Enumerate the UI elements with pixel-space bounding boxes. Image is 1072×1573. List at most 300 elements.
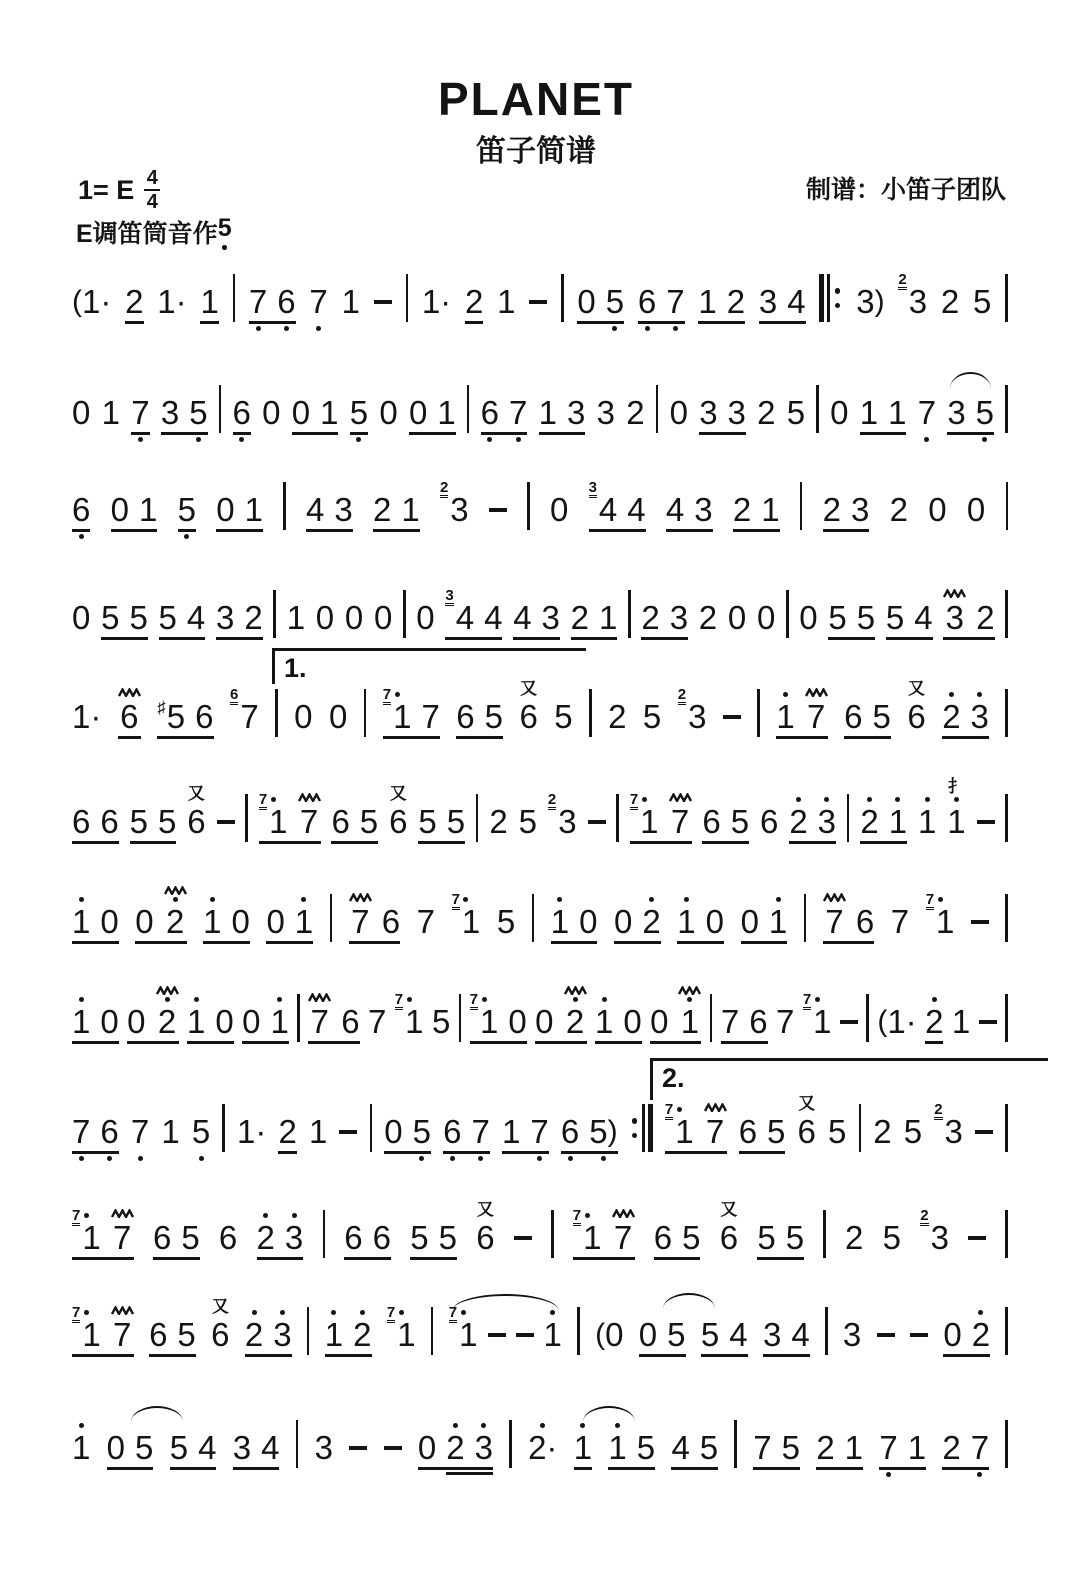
note [757,1194,775,1271]
repeat-dots [632,1104,638,1152]
note [273,1291,291,1368]
note-digit [149,1315,167,1355]
beam-group [571,574,618,651]
digit: 5 [642,698,662,735]
note-above-marks [580,1404,585,1428]
beam-group [699,369,746,446]
note [287,574,305,651]
note-digit [879,1428,897,1468]
note-digit [245,490,263,530]
note-digit [544,1315,562,1355]
note [968,1194,986,1271]
digit: 1 [286,599,306,636]
notation-line-9 [72,1088,1008,1166]
note [776,673,794,750]
note-digit [101,598,119,638]
beam-group [654,1194,701,1271]
digit: 5 [189,394,208,431]
note-digit [285,1218,303,1258]
note [798,1088,816,1165]
beam-group [638,258,685,335]
barline [459,994,462,1042]
note [249,258,267,335]
grace-note: 2 [920,1207,929,1224]
note [943,574,966,651]
digit: 2 [860,803,879,840]
repeat-dots [835,274,841,322]
digit: 1 [583,1219,602,1256]
note [278,1088,296,1165]
digit: 0 [215,1003,234,1040]
barline [527,482,530,530]
digit: 0 [315,599,335,636]
barline [757,689,760,737]
digit: 3 [817,803,837,840]
note-digit [469,991,499,1042]
digit: 1 [320,394,339,431]
note [816,1404,834,1481]
note-digit [157,282,186,322]
digit: 0 [417,1429,437,1466]
note-digit [914,598,932,638]
note-digit [311,1002,329,1042]
barline [786,590,789,638]
dash-rest [971,920,989,924]
digit: 6 [344,1219,363,1256]
digit: 3 [474,1429,493,1466]
note [308,978,331,1055]
note [776,978,794,1055]
note-digit [799,598,817,638]
low-octave-dot [977,1472,982,1477]
barline [275,689,278,737]
note-digit [907,697,925,737]
digit: 1 [72,1003,91,1040]
beam-group [639,1291,686,1368]
note [727,258,745,335]
digit: 1 [550,903,570,940]
note-above-marks [156,978,179,1002]
barline [734,1420,737,1468]
note [973,258,991,335]
note-digit [300,802,318,842]
beam-group [789,778,836,855]
note [763,1291,781,1368]
digit: 5 [699,1429,719,1466]
digit: 5 [191,1113,211,1150]
digit: 0 [100,1003,119,1040]
barline [866,994,869,1042]
trill-icon [943,589,966,598]
dash-rest [877,1333,895,1337]
note-digit [776,697,794,737]
barline [403,590,406,638]
note-digit [588,802,606,842]
note [626,369,644,446]
barline [577,1307,580,1355]
note [497,878,515,955]
note-above-marks [308,978,331,1002]
dash-rest [374,300,392,304]
note-digit [666,282,684,322]
low-octave-dot [79,1156,84,1161]
note-above-marks [111,1291,134,1315]
digit: 5 [757,1219,776,1256]
beam-group [445,574,502,651]
note [325,1291,343,1368]
digit: 1 [947,803,966,840]
note-digit [446,1428,464,1468]
barline [1005,1210,1008,1258]
digit: 7 [113,1219,132,1256]
note-above-marks [612,1194,635,1218]
note-digit [706,1112,724,1152]
note [823,466,841,543]
note-above-marks [978,1291,983,1315]
digit: 6 [100,803,119,840]
digit: 5 [349,394,369,431]
beam-group [306,466,353,543]
note-digit [818,802,836,842]
grace-note: 7 [448,1304,458,1321]
note [344,1194,362,1271]
digit: 1 [161,1113,180,1150]
beam-group [308,978,359,1055]
digit: 0 [231,903,250,940]
dash-rest [488,1333,506,1337]
note-digit [481,393,499,433]
digit: 0 [294,698,313,735]
note-digit [244,598,262,638]
note-digit [757,598,775,638]
note [731,778,749,855]
note-digit [677,902,695,942]
note [379,369,397,446]
digit: 0 [579,903,598,940]
note-digit [278,1112,296,1152]
note [907,673,925,750]
digit: 0 [110,491,129,528]
note-digit [309,282,327,322]
note [550,466,568,543]
note [452,878,481,955]
grace-note: 7 [664,1101,674,1118]
note-digit [386,1304,416,1355]
digit: 2 [845,1219,864,1256]
note-digit [971,1428,989,1468]
digit: 1 [951,1003,971,1040]
note [925,978,943,1055]
trill-icon [156,986,179,995]
note-digit [344,1218,362,1258]
digit: 2 [942,1429,961,1466]
low-octave-dot [356,437,361,442]
note-digit [671,1428,689,1468]
note [72,1194,101,1271]
beam-group [72,878,119,955]
note-digit [465,282,483,322]
beam-group [349,878,400,955]
note-digit [733,490,751,530]
digit: 3 [334,491,353,528]
note-digit [728,393,746,433]
note-digit [514,1218,532,1258]
note-digit [606,282,624,322]
note-digit [539,393,557,433]
digit: 4 [729,1316,748,1353]
note [761,466,779,543]
beam-group [595,978,642,1055]
beam-group [551,878,598,955]
note-digit [825,902,843,942]
digit: 2 [353,1316,372,1353]
digit: 4 [791,1316,810,1353]
note [699,574,717,651]
barline [219,385,222,433]
beam-group [886,574,933,651]
digit: 7 [776,1003,795,1040]
note [418,1404,436,1481]
note [101,574,119,651]
barline [1005,274,1008,322]
digit: 0 [328,698,348,735]
note-above-marks [292,1194,297,1218]
note [670,369,688,446]
beam-group [641,574,688,651]
beam-group [630,778,692,855]
digit: 1 [608,1429,627,1466]
digit: 1 [397,1316,416,1353]
low-octave-dot [645,326,650,331]
digit: 0 [966,491,986,528]
barline [330,894,333,942]
note-digit [856,902,874,942]
note [851,466,869,543]
dash-rest [217,820,235,824]
digit: 6 [738,1113,758,1150]
beam-group [153,1194,200,1271]
note [571,574,589,651]
note-digit [456,697,474,737]
note-digit [757,393,775,433]
note-digit [135,1428,153,1468]
digit: 0 [416,599,435,636]
note [952,978,970,1055]
note [387,1291,416,1368]
note-digit [72,1207,101,1258]
note-digit [638,282,656,322]
note [669,778,692,855]
note [187,574,205,651]
digit: 2 [278,1113,297,1150]
digit: 2 [873,1113,892,1150]
note-above-marks [301,878,306,902]
note-digit [643,697,661,737]
fingering-mark: 又 [211,1297,229,1316]
digit: 6 [702,803,721,840]
digit: 6 [218,1219,238,1256]
note-digit [72,1428,90,1468]
note-above-marks [407,978,412,1002]
note [292,369,310,446]
note-digit [394,991,424,1042]
note [215,978,233,1055]
note-digit [727,282,745,322]
note-below-marks [612,322,617,335]
beam-group [72,1194,134,1271]
note [757,369,775,446]
note [879,1404,897,1481]
digit: 2 [889,491,908,528]
note-digit [567,393,585,433]
note-digit [374,282,392,322]
note [72,1291,101,1368]
dash-rest [514,1236,532,1240]
note [844,673,862,750]
note [100,878,118,955]
barline [825,1307,828,1355]
note [72,1404,90,1481]
digit: 2 [942,698,961,735]
digit: 2 [372,491,392,528]
note [891,878,909,955]
note-digit [72,697,101,737]
note-digit [187,598,205,638]
note-above-marks [805,673,828,697]
digit: 6 [152,1219,172,1256]
fingering-mark: 又 [908,679,926,698]
note [72,778,90,855]
repeat-begin-sign [819,274,842,322]
note [200,258,218,335]
digit: 1 [269,803,288,840]
beam-group [665,1088,727,1165]
beam-group [942,673,989,750]
barline [1005,1104,1008,1152]
trill-icon [805,688,828,697]
digit: 2 [816,1429,835,1466]
note-above-marks [271,778,276,802]
barline [233,274,236,322]
note [389,778,407,855]
digit: 0 [344,599,364,636]
grace-note: 2 [898,271,907,288]
note-digit [294,697,312,737]
digit: 3 [273,1316,292,1353]
note [883,1194,901,1271]
note [898,258,927,335]
digit: 1 [480,1003,499,1040]
note-below-marks [356,433,361,446]
note-above-marks [867,778,872,802]
note-digit [471,1112,489,1152]
note [497,258,515,335]
digit: 1 [341,283,360,320]
note [270,978,288,1055]
note [886,574,904,651]
close-paren: ) [607,1115,618,1148]
digit: 5 [518,803,537,840]
note [447,778,465,855]
beam-group [456,673,503,750]
beam-group [149,1291,196,1368]
note [242,978,260,1055]
digit: 1 [461,903,481,940]
note [818,778,836,855]
digit: 1 [776,698,795,735]
note-digit [728,598,746,638]
low-octave-dot [419,1156,424,1161]
note-digit [753,1428,771,1468]
notation-line-7 [72,878,1008,956]
note [294,673,312,750]
digit: 6 [456,698,475,735]
note [889,778,907,855]
note-digit [216,598,234,638]
note-above-marks [943,574,966,598]
beam-group [733,466,780,543]
grace-note: 7 [258,791,268,808]
close-paren: ) [874,285,885,318]
note-digit [131,1112,149,1152]
digit: 2 [732,491,752,528]
note-digit [432,1002,450,1042]
note-above-marks [390,778,407,802]
beam-group [373,466,420,543]
dash-rest [723,715,741,719]
note-digit [816,1428,834,1468]
note-below-marks [516,433,521,446]
note [72,369,90,446]
note [125,258,143,335]
note-digit [476,1218,494,1258]
low-octave-dot [487,437,492,442]
note-above-marks [908,673,925,697]
note [410,1194,428,1271]
beam-group [259,778,321,855]
note [654,1194,672,1271]
note [918,778,936,855]
note-digit [942,697,960,737]
note [339,1088,357,1165]
note [942,1404,960,1481]
note-digit [158,1002,176,1042]
digit: 5 [903,1113,923,1150]
note [698,258,716,335]
digit: 5 [975,394,995,431]
digit: 0 [72,394,91,431]
note [189,369,207,446]
digit: 0 [266,903,285,940]
note [639,1291,657,1368]
digit: 1 [138,491,158,528]
notation-line-4 [72,574,1008,652]
beam-group [257,1194,304,1271]
digit: 0 [577,283,596,320]
note-below-marks [184,530,189,543]
note [100,778,118,855]
low-octave-dot [256,326,261,331]
digit: 5 [667,1316,686,1353]
note-digit [787,282,805,322]
barline [307,1307,310,1355]
low-octave-dot [450,1156,455,1161]
note [823,878,846,955]
note-above-marks [720,1194,737,1218]
note [309,258,327,335]
note [443,1088,461,1165]
note-digit [528,1428,557,1468]
